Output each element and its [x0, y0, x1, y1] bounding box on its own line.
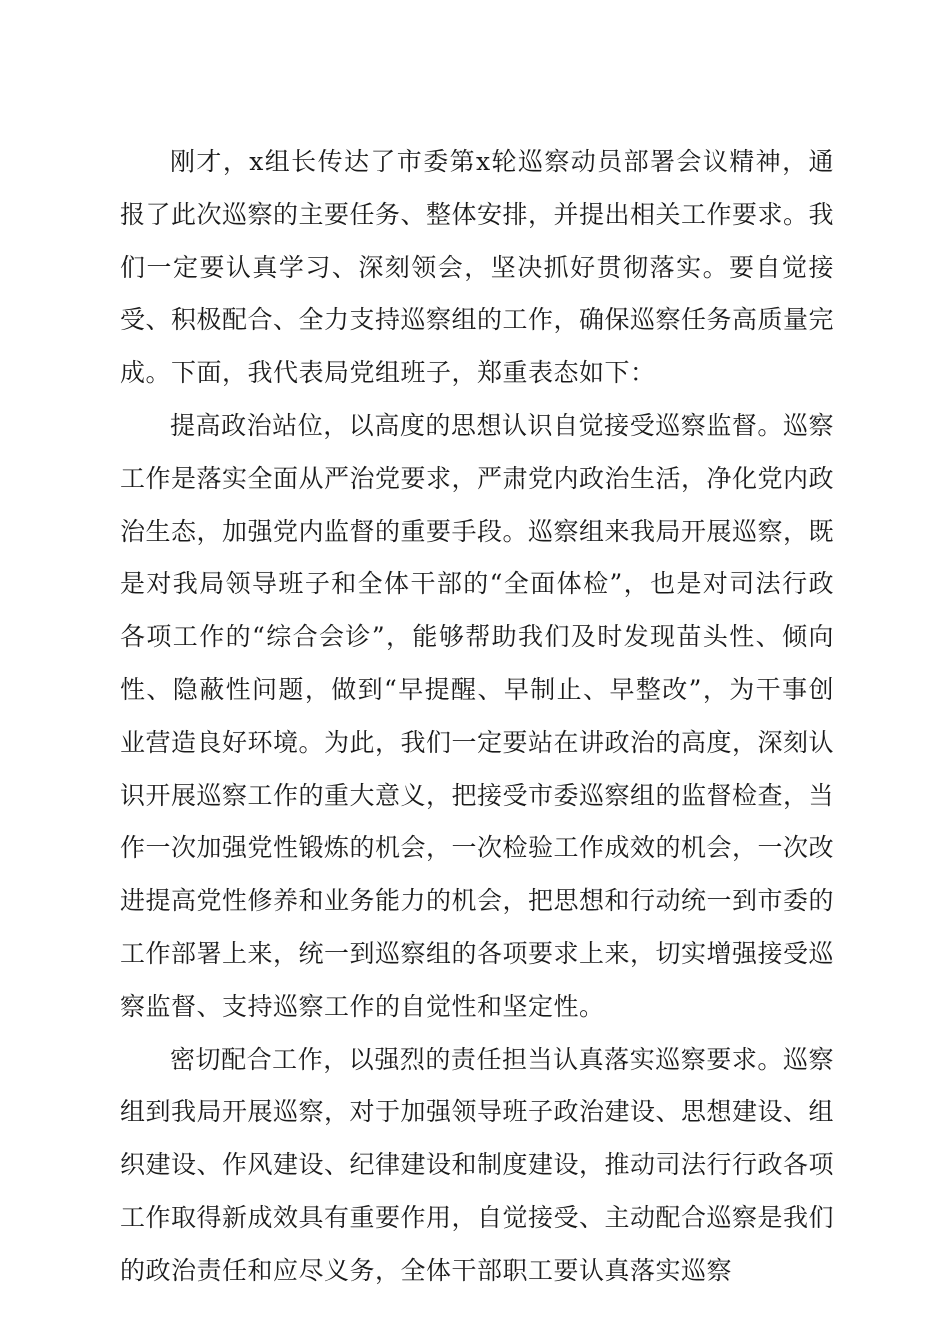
paragraph-opening: 刚才，x组长传达了市委第x轮巡察动员部署会议精神，通报了此次巡察的主要任务、整体安排，并提出相关工作要求。我们一定要认真学习、深刻领会，坚决抓好贯彻落实。要自觉接受、积极配合、全力支持巡察组的工作，确保巡察任务高质量完成。下面，我代表局党组班子，郑重表态如下： [120, 147, 835, 388]
paragraph-political-stance: 提高政治站位，以高度的思想认识自觉接受巡察监督。巡察工作是落实全面从严治党要求，严肃党内政治生活，净化党内政治生态，加强党内监督的重要手段。巡察组来我局开展巡察，既是对我局领导班子和全体干部的“全面体检”，也是对司法行政各项工作的“综合会诊”，能够帮助我们及时发现苗头性、倾向性、隐蔽性问题，做到“早提醒、早制止、早整改”，为干事创业营造良好环境。为此，我们一定要站在讲政治的高度，深刻认识开展巡察工作的重大意义，把接受市委巡察组的监督检查，当作一次加强党性锻炼的机会，一次检验工作成效的机会，一次改进提高党性修养和业务能力的机会，把思想和行动统一到市委的工作部署上来，统一到巡察组的各项要求上来，切实增强接受巡察监督、支持巡察工作的自觉性和坚定性。 [120, 410, 835, 1021]
paragraph-cooperation: 密切配合工作，以强烈的责任担当认真落实巡察要求。巡察组到我局开展巡察，对于加强领导班子政治建设、思想建设、组织建设、作风建设、纪律建设和制度建设，推动司法行行政各项工作取得新成效具有重要作用，自觉接受、主动配合巡察是我们的政治责任和应尽义务，全体干部职工要认真落实巡察 [120, 1044, 835, 1285]
document-body [120, 136, 834, 1298]
